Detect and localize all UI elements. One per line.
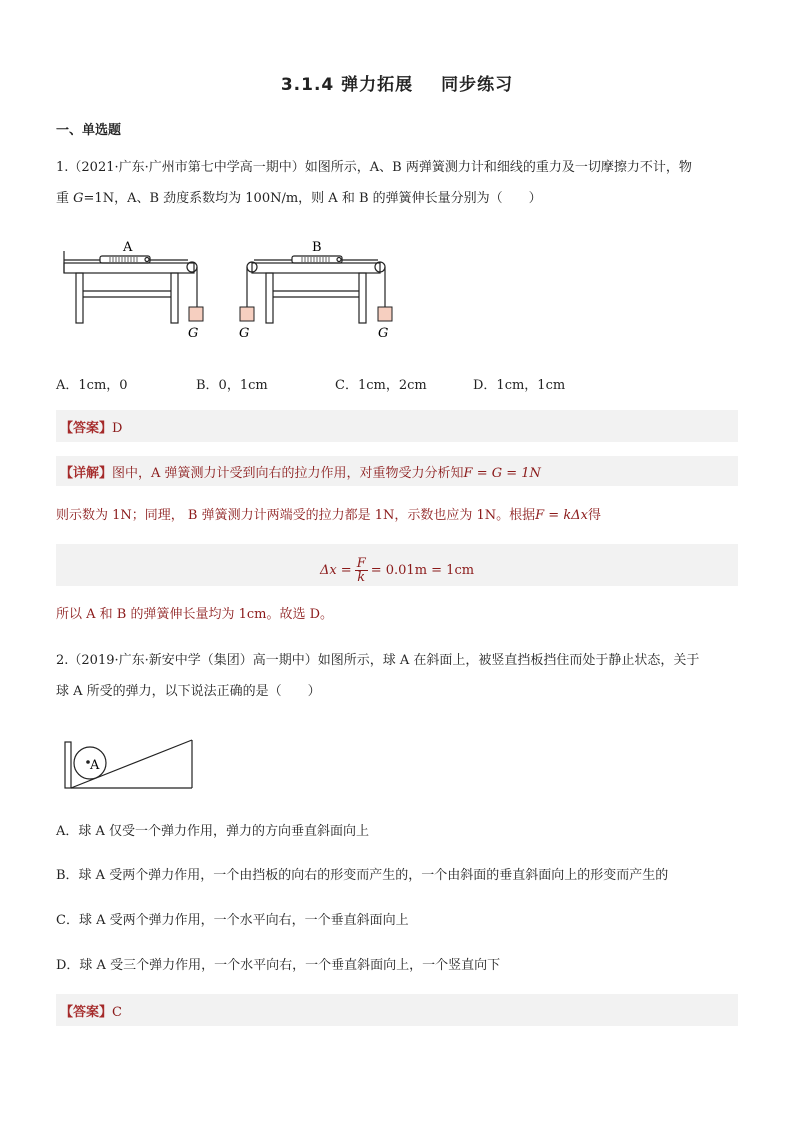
q2-option-d[interactable]: D．球 A 受三个弹力作用，一个水平向右，一个垂直斜面向上，一个竖直向下	[56, 958, 501, 973]
q1-conclusion: 所以 A 和 B 的弹簧伸长量均为 1cm。故选 D。	[56, 607, 334, 622]
label-g-b-left: G	[239, 326, 250, 341]
q2-stem-line1: 2.（2019·广东·新安中学（集团）高一期中）如图所示，球 A 在斜面上，被竖直挡板挡住而处于静止状态，关于	[56, 653, 700, 668]
detail-text: 图中，A 弹簧测力计受到向右的拉力作用，对重物受力分析知	[112, 466, 464, 481]
label-g-b-right: G	[378, 326, 389, 341]
q1-option-b[interactable]: B．0，1cm	[196, 378, 268, 393]
page-title	[0, 70, 794, 95]
answer-value: C	[112, 1005, 122, 1020]
weight-b-left	[240, 307, 254, 321]
q1-detail-box	[56, 456, 738, 486]
q1-answer-box	[56, 410, 738, 442]
q1-option-a[interactable]: A．1cm，0	[56, 378, 128, 393]
q1-stem-line2: 重 G=1N，A、B 劲度系数均为 100N/m，则 A 和 B 的弹簧伸长量分别为（ ）	[56, 191, 542, 206]
ball-label: A	[90, 758, 100, 773]
q1-formula: Δx = $\frac{F}{k}$ = 0.01m = 1cm	[319, 556, 475, 585]
table-a	[64, 251, 197, 323]
title-sub: 同步练习	[441, 75, 514, 95]
q1-option-c[interactable]: C．1cm，2cm	[335, 378, 427, 393]
table-b	[247, 256, 385, 323]
q1-stem-line1: 1.（2021·广东·广州市第七中学高一期中）如图所示，A、B 两弹簧测力计和细线的重力及一切摩擦力不计，物	[56, 160, 692, 175]
label-b: B	[312, 240, 322, 255]
label-a: A	[123, 240, 133, 255]
q2-stem-line2: 球 A 所受的弹力，以下说法正确的是（ ）	[56, 684, 321, 699]
detail-tag: 【详解】	[60, 466, 113, 481]
q2-option-b[interactable]: B．球 A 受两个弹力作用，一个由挡板的向右的形变而产生的，一个由斜面的垂直斜面向上的形变而产生的	[56, 868, 669, 883]
section-heading: 一、单选题	[56, 123, 122, 138]
q1-option-d[interactable]: D．1cm，1cm	[473, 378, 566, 393]
q2-option-a[interactable]: A．球 A 仅受一个弹力作用，弹力的方向垂直斜面向上	[56, 824, 370, 839]
label-g-a: G	[188, 326, 199, 341]
q1-detail-line2: 则示数为 1N；同理， B 弹簧测力计两端受的拉力都是 1N，示数也应为 1N。根据F = kΔx得	[56, 508, 601, 523]
q2-figure	[62, 738, 197, 790]
weight-a	[189, 307, 203, 321]
answer-tag: 【答案】	[60, 1005, 113, 1020]
answer-value: D	[112, 421, 123, 436]
detail-formula: F = G = 1N	[463, 466, 541, 481]
weight-b-right	[378, 307, 392, 321]
q2-answer-box	[56, 994, 738, 1026]
answer-tag: 【答案】	[60, 421, 113, 436]
q1-figure	[56, 233, 406, 343]
q2-option-c[interactable]: C．球 A 受两个弹力作用，一个水平向右，一个垂直斜面向上	[56, 913, 409, 928]
title-main: 3.1.4 弹力拓展	[280, 75, 414, 95]
